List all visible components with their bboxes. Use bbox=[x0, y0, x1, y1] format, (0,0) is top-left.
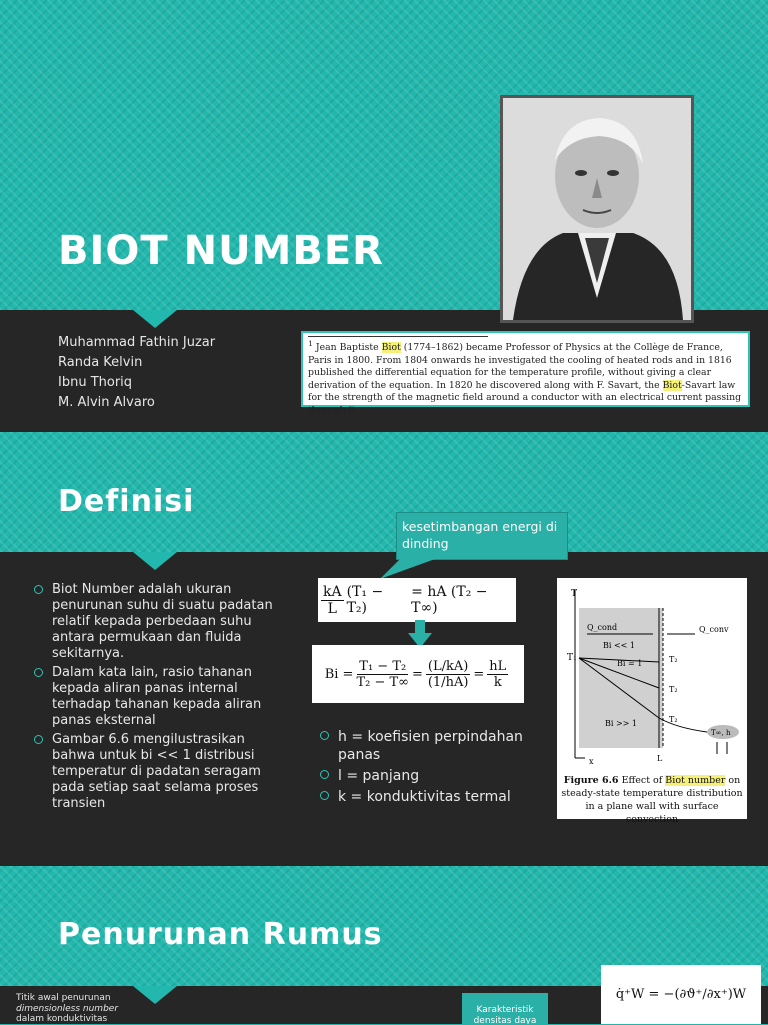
note-line: dimensionless number bbox=[16, 1003, 119, 1014]
variable-item: k = konduktivitas termal bbox=[318, 788, 538, 806]
variable-item: h = koefisien perpindahan panas bbox=[318, 728, 538, 764]
heat-flux-equation: q̇⁺W = −(∂ϑ⁺/∂x⁺)W bbox=[601, 965, 761, 1024]
fig-bi-large: Bi >> 1 bbox=[605, 719, 638, 728]
eq2-frac1 bbox=[356, 659, 409, 690]
derivation-note bbox=[16, 993, 118, 1025]
eq2-d1: T₂ − T∞ bbox=[356, 674, 410, 690]
fig-qconv: Q_conv bbox=[699, 625, 729, 634]
footnote-before: Jean Baptiste bbox=[315, 342, 379, 354]
fig-qcond: Q_cond bbox=[587, 623, 618, 632]
fig-tinf: T∞, h bbox=[711, 729, 731, 737]
bullet-item: Biot Number adalah ukuran penurunan suhu di suatu padatan relatif kepada perbedaan suhu antara permukaan dan fluida sekitarnya. bbox=[32, 582, 282, 662]
fig-t2-b: T₂ bbox=[669, 685, 678, 694]
author-name: Randa Kelvin bbox=[58, 355, 143, 370]
eq2-d3: k bbox=[493, 674, 502, 690]
fig-bi-one: Bi = 1 bbox=[617, 659, 643, 668]
bullet-item: Gambar 6.6 mengilustrasikan bahwa untuk bi << 1 distribusi temperatur di padatan seragam pada setiap saat selama proses transien bbox=[32, 732, 282, 812]
eq2-frac2 bbox=[426, 659, 470, 690]
bullet-item: Dalam kata lain, rasio tahanan kepada aliran panas internal terhadap tahanan kepada aliran panas eksternal bbox=[32, 665, 282, 729]
figure-caption bbox=[561, 774, 743, 826]
slide2-title: Definisi bbox=[58, 484, 195, 519]
author-list bbox=[58, 333, 215, 413]
figure-6-6 bbox=[557, 578, 747, 825]
fig-t2-c: T₂ bbox=[669, 715, 678, 724]
eq2-d2: (1/hA) bbox=[427, 674, 469, 690]
footnote-name2: Biot bbox=[662, 379, 682, 391]
fig-t2-a: T₂ bbox=[669, 655, 678, 664]
author-name: Muhammad Fathin Juzar bbox=[58, 335, 216, 350]
footnote-text2: -Savart law for the strength of the magnetic field around a conductor with an electrical current passing through it. bbox=[308, 379, 742, 417]
footnote-name: Biot bbox=[381, 342, 401, 354]
footnote-rule bbox=[308, 336, 488, 337]
eq1-fraction bbox=[321, 584, 344, 617]
eq2-bi: Bi = bbox=[324, 666, 354, 682]
eq2-n3: hL bbox=[489, 658, 507, 674]
fig-axis-t: T bbox=[571, 589, 578, 599]
characteristic-box: Karakteristik densitas daya bbox=[462, 993, 548, 1024]
caption-pre: Effect of bbox=[621, 775, 663, 786]
note-line: dalam konduktivitas bbox=[16, 1014, 108, 1024]
slide3-notch bbox=[133, 986, 177, 1004]
eq1-den: L bbox=[327, 600, 337, 617]
eq2-eq1: = bbox=[412, 666, 423, 682]
eq1-rhs: = hA (T₂ − T∞) bbox=[411, 584, 488, 616]
slide1-title: BIOT NUMBER bbox=[58, 228, 384, 274]
figure-diagram bbox=[557, 578, 747, 768]
callout-box: kesetimbangan energi di dinding bbox=[396, 512, 568, 560]
eq2-n1: T₁ − T₂ bbox=[359, 658, 407, 674]
down-arrow-icon bbox=[408, 620, 432, 648]
variable-list bbox=[318, 728, 538, 809]
slide1-notch bbox=[133, 310, 177, 328]
footnote-text1: (1774–1862) became Professor of Physics at the Collège de France, Paris in 1800. From 1804 onwards he investigated the cooling of heated rods and in 1816 published the differential equation for the temperature profile, without giving a clear derivation of the equation. In 1820 he discovered along with F. Savart, the bbox=[308, 342, 732, 391]
variable-item: l = panjang bbox=[318, 767, 538, 785]
eq2-frac3 bbox=[487, 659, 508, 690]
footnote-marker: 1 bbox=[308, 339, 313, 348]
note-line: Titik awal penurunan bbox=[16, 993, 111, 1003]
eq2-n2: (L/kA) bbox=[427, 658, 469, 674]
caption-highlight: Biot number bbox=[665, 775, 726, 786]
author-name: M. Alvin Alvaro bbox=[58, 395, 155, 410]
slide3-title: Penurunan Rumus bbox=[58, 917, 383, 952]
portrait-drawing bbox=[503, 98, 691, 320]
fig-x: x bbox=[589, 757, 594, 766]
fig-bi-small: Bi << 1 bbox=[603, 641, 636, 650]
energy-balance-equation bbox=[318, 578, 516, 622]
fig-l: L bbox=[657, 754, 663, 763]
eq2-eq2: = bbox=[473, 666, 485, 682]
biot-definition-equation bbox=[312, 645, 524, 703]
author-name: Ibnu Thoriq bbox=[58, 375, 133, 390]
eq1-num: kA bbox=[323, 583, 342, 600]
slide2-notch bbox=[133, 552, 177, 570]
definition-bullets bbox=[32, 582, 282, 815]
fig-t1: T₁ bbox=[567, 653, 577, 663]
eq1-lhs-tail: (T₁ − T₂) bbox=[346, 584, 384, 616]
portrait bbox=[500, 95, 694, 323]
caption-post: on steady-state temperature distribution in a plane wall with surface convection bbox=[561, 775, 743, 825]
caption-bold: Figure 6.6 bbox=[563, 775, 619, 786]
biot-footnote bbox=[301, 331, 750, 417]
